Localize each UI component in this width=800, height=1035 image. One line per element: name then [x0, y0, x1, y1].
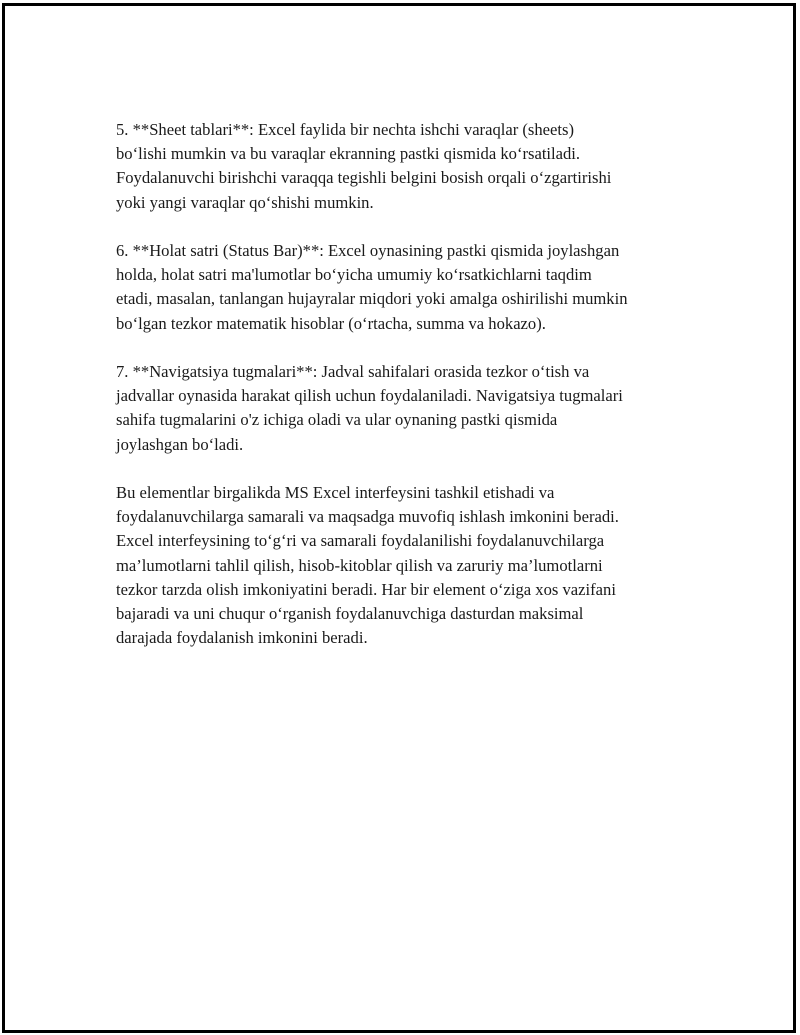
text-line: 6. **Holat satri (Status Bar)**: Excel oynasining pastki qismida joylashgan	[116, 241, 620, 260]
text-line: 5. **Sheet tablari**: Excel faylida bir nechta ishchi varaqlar (sheets)	[116, 120, 574, 139]
text-line: jadvallar oynasida harakat qilish uchun foydalaniladi. Navigatsiya tugmalari	[116, 386, 623, 406]
text-line: holda, holat satri ma'lumotlar bo‘yicha umumiy ko‘rsatkichlarni taqdim	[116, 265, 592, 285]
text-line: sahifa tugmalarini o'z ichiga oladi va ular oynaning pastki qismida	[116, 410, 558, 430]
paragraph-conclusion	[116, 481, 696, 650]
paragraph-sheet-tabs	[116, 118, 696, 215]
text-line: bajaradi va uni chuqur o‘rganish foydalanuvchiga dasturdan maksimal	[116, 604, 584, 624]
text-line: bo‘lgan tezkor matematik hisoblar (o‘rtacha, summa va hokazo).	[116, 313, 546, 333]
text-line: Bu elementlar birgalikda MS Excel interfeysini tashkil etishadi va	[116, 483, 555, 502]
text-line: etadi, masalan, tanlangan hujayralar miqdori yoki amalga oshirilishi mumkin	[116, 289, 628, 309]
text-line: yoki yangi varaqlar qo‘shishi mumkin.	[116, 192, 374, 212]
text-line: Excel interfeysining to‘g‘ri va samarali foydalanilishi foydalanuvchilarga	[116, 531, 605, 551]
text-line: joylashgan bo‘ladi.	[116, 434, 244, 454]
text-line: 7. **Navigatsiya tugmalari**: Jadval sahifalari orasida tezkor o‘tish va	[116, 362, 590, 381]
text-line: Foydalanuvchi birishchi varaqqa tegishli belgini bosish orqali o‘zgartirishi	[116, 168, 612, 188]
paragraph-navigation-buttons	[116, 360, 696, 457]
text-line: bo‘lishi mumkin va bu varaqlar ekranning pastki qismida ko‘rsatiladi.	[116, 144, 581, 164]
text-line: darajada foydalanish imkonini beradi.	[116, 628, 368, 648]
text-line: ma’lumotlarni tahlil qilish, hisob-kitoblar qilish va zaruriy ma’lumotlarni	[116, 555, 603, 575]
document-body	[116, 118, 696, 675]
text-line: tezkor tarzda olish imkoniyatini beradi. Har bir element o‘ziga xos vazifani	[116, 579, 616, 599]
text-line: foydalanuvchilarga samarali va maqsadga muvofiq ishlash imkonini beradi.	[116, 507, 619, 527]
paragraph-status-bar	[116, 239, 696, 336]
